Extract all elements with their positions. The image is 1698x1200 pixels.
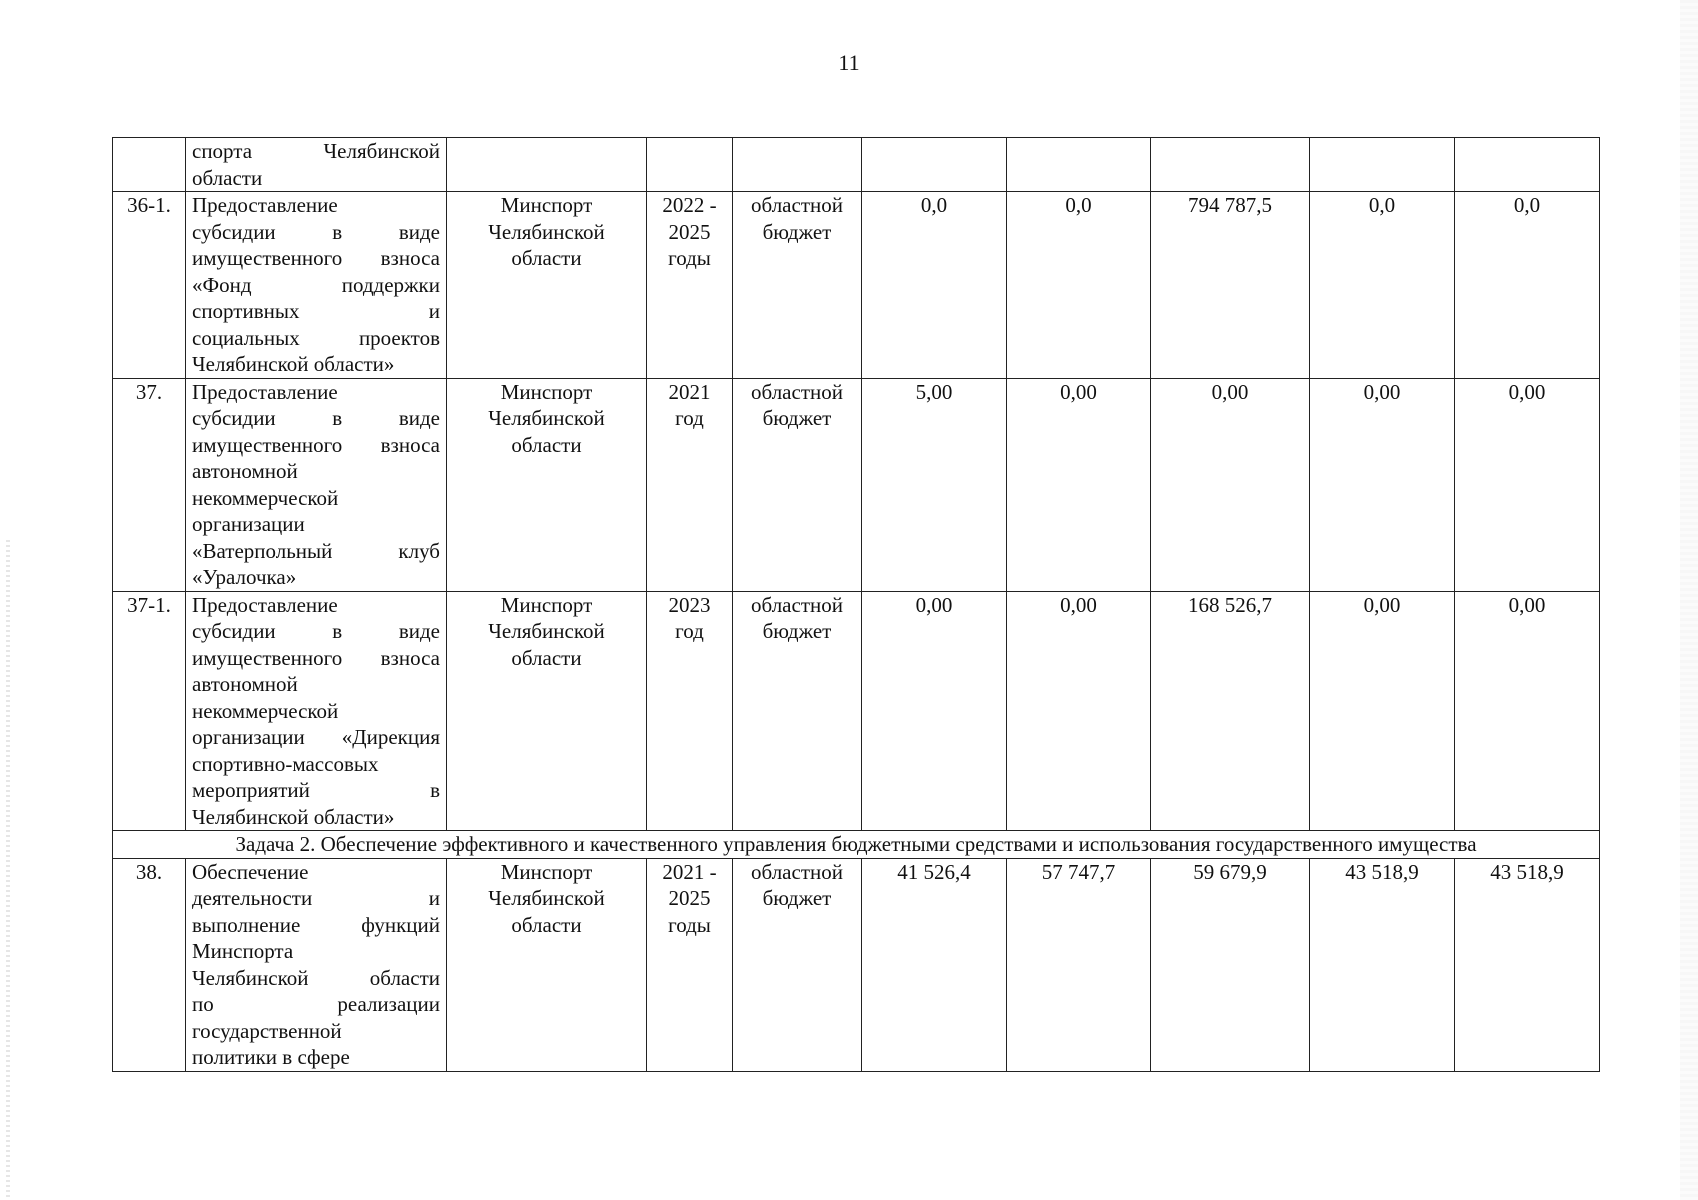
row-executor: Минспорт Челябинской области bbox=[447, 591, 647, 831]
scan-left-artifact bbox=[6, 540, 10, 1200]
row-description: Предоставление субсидии в виде имущественного взноса «Фонд поддержки спортивных и социальных проектов Челябинской области» bbox=[186, 192, 447, 379]
row-number: 37. bbox=[113, 378, 186, 591]
row-value-5: 0,00 bbox=[1455, 591, 1600, 831]
row-period: 2021 - 2025 годы bbox=[647, 858, 733, 1071]
table-row bbox=[113, 378, 1600, 591]
row-executor: Минспорт Челябинской области bbox=[447, 192, 647, 379]
row-value-2: 0,00 bbox=[1007, 378, 1151, 591]
row-number: 38. bbox=[113, 858, 186, 1071]
row-funding-source: областной бюджет bbox=[733, 378, 862, 591]
row-value-4: 0,00 bbox=[1310, 378, 1455, 591]
row-description: Обеспечение деятельности и выполнение функций Минспорта Челябинской области по реализации государственной политики в сфере bbox=[186, 858, 447, 1071]
row-period: 2022 - 2025 годы bbox=[647, 192, 733, 379]
row-funding-source: областной бюджет bbox=[733, 192, 862, 379]
page-number: 11 bbox=[838, 50, 860, 75]
row-number: 36-1. bbox=[113, 192, 186, 379]
row-value-1: 41 526,4 bbox=[862, 858, 1007, 1071]
row-value-4: 43 518,9 bbox=[1310, 858, 1455, 1071]
row-value-3: 59 679,9 bbox=[1151, 858, 1310, 1071]
row-period: 2021 год bbox=[647, 378, 733, 591]
row-value-1: 0,00 bbox=[862, 591, 1007, 831]
row-description: Предоставление субсидии в виде имущественного взноса автономной некоммерческой организации «Ватерпольный клуб «Уралочка» bbox=[186, 378, 447, 591]
row-value-1: 0,0 bbox=[862, 192, 1007, 379]
row-executor: Минспорт Челябинской области bbox=[447, 378, 647, 591]
row-value-2: 0,0 bbox=[1007, 192, 1151, 379]
row-value-2: 0,00 bbox=[1007, 591, 1151, 831]
row-value-5: 0,00 bbox=[1455, 378, 1600, 591]
row-value-4: 0,0 bbox=[1310, 192, 1455, 379]
budget-table bbox=[112, 137, 1600, 1072]
row-value-3: 0,00 bbox=[1151, 378, 1310, 591]
row-executor: Минспорт Челябинской области bbox=[447, 858, 647, 1071]
table-row-continuation bbox=[113, 138, 1600, 192]
row-period: 2023 год bbox=[647, 591, 733, 831]
scan-edge-artifact bbox=[1680, 0, 1698, 1200]
row-funding-source: областной бюджет bbox=[733, 591, 862, 831]
row-value-5: 0,0 bbox=[1455, 192, 1600, 379]
task-row bbox=[113, 831, 1600, 859]
row-value-3: 794 787,5 bbox=[1151, 192, 1310, 379]
row-value-5: 43 518,9 bbox=[1455, 858, 1600, 1071]
table-row bbox=[113, 858, 1600, 1071]
row-funding-source: областной бюджет bbox=[733, 858, 862, 1071]
row-description: Предоставление субсидии в виде имущественного взноса автономной некоммерческой организации «Дирекция спортивно-массовых мероприятий в Челябинской области» bbox=[186, 591, 447, 831]
table-row bbox=[113, 591, 1600, 831]
row-value-1: 5,00 bbox=[862, 378, 1007, 591]
row-value-4: 0,00 bbox=[1310, 591, 1455, 831]
row-value-2: 57 747,7 bbox=[1007, 858, 1151, 1071]
row-number: 37-1. bbox=[113, 591, 186, 831]
table-row bbox=[113, 192, 1600, 379]
continuation-description: спорта Челябинской области bbox=[186, 138, 447, 192]
row-value-3: 168 526,7 bbox=[1151, 591, 1310, 831]
task-heading: Задача 2. Обеспечение эффективного и качественного управления бюджетными средствами и использования государственного имущества bbox=[113, 831, 1600, 859]
